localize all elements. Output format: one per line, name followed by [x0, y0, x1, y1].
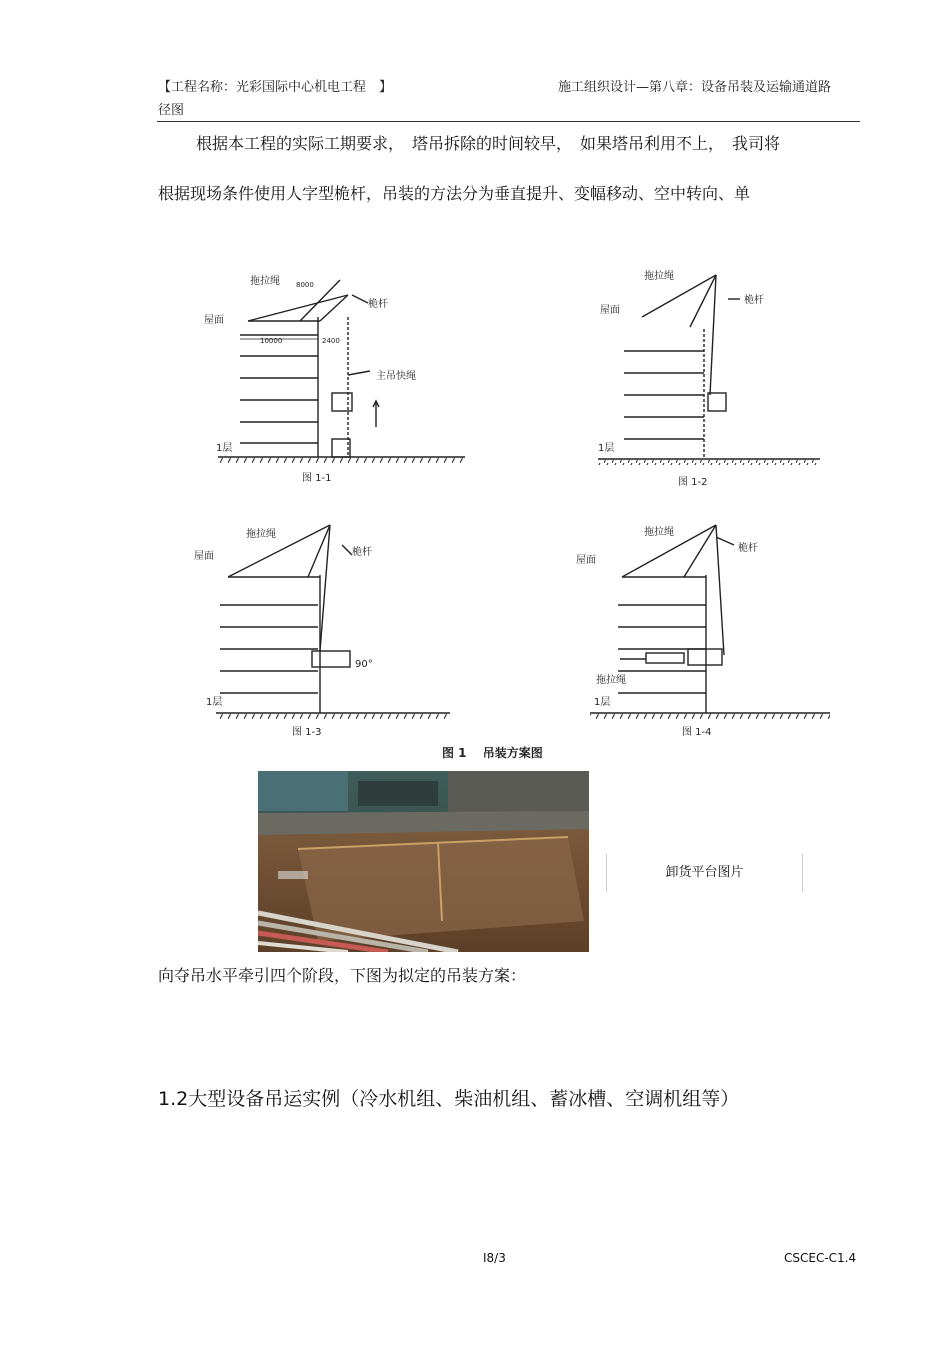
- label-guy-rope-4: 拖拉绳: [644, 527, 674, 538]
- diagram-1-4: [590, 525, 830, 719]
- header-chapter-title: 施工组织设计—第八章：设备吊装及运输通道路: [558, 80, 832, 95]
- section-heading-1-2: 1.2大型设备吊运实例（冷水机组、柴油机组、蓄冰槽、空调机组等）: [158, 1088, 740, 1110]
- label-dim-2400: 2400: [322, 337, 340, 345]
- header-continuation: 径图: [158, 103, 185, 118]
- label-roof-2: 屋面: [600, 305, 620, 316]
- label-floor-2: 1层: [598, 443, 615, 454]
- header-rule: [157, 121, 860, 122]
- label-mast-1: 桅杆: [368, 299, 388, 310]
- label-guy-rope-2: 拖拉绳: [644, 271, 674, 282]
- label-floor-1: 1层: [216, 443, 233, 454]
- caption-1-3: 图 1-3: [292, 727, 322, 738]
- document-code: CSCEC-C1.4: [784, 1251, 857, 1265]
- caption-1-2: 图 1-2: [678, 477, 708, 488]
- lifting-plan-figure: [180, 255, 850, 765]
- header-project-name: 【工程名称：光彩国际中心机电工程 】: [158, 80, 393, 95]
- figure-caption: 图 1 吊装方案图: [442, 746, 543, 760]
- label-floor-4: 1层: [594, 697, 611, 708]
- diagram-1-1: [218, 280, 465, 463]
- paragraph-line-3: 向夺吊水平牵引四个阶段，下图为拟定的吊装方案：: [158, 966, 527, 985]
- label-mast-2: 桅杆: [744, 295, 764, 306]
- label-dim-10000: 10000: [260, 337, 283, 345]
- label-main-rope: 主吊快绳: [376, 371, 416, 382]
- unloading-platform-photo: [258, 771, 589, 952]
- page-number: I8/3: [483, 1251, 506, 1265]
- paragraph-line-2: 根据现场条件使用人字型桅杆，吊装的方法分为垂直提升、变幅移动、空中转向、单: [158, 184, 751, 203]
- paragraph-line-1: 根据本工程的实际工期要求， 塔吊拆除的时间较早， 如果塔吊利用不上， 我司将: [196, 134, 781, 153]
- label-floor-3: 1层: [206, 697, 223, 708]
- caption-1-4: 图 1-4: [682, 727, 712, 738]
- label-mast-3: 桅杆: [352, 547, 372, 558]
- label-roof-4: 屋面: [576, 555, 596, 566]
- photo-caption: 卸货平台图片: [606, 854, 803, 892]
- label-guy-rope-1: 拖拉绳: [250, 276, 280, 287]
- label-dim-8000: 8000: [296, 281, 314, 289]
- diagram-1-3: [216, 525, 450, 719]
- label-angle-90: 90°: [355, 659, 373, 670]
- label-guy-rope-3: 拖拉绳: [246, 529, 276, 540]
- label-guy-rope-4b: 拖拉绳: [596, 675, 626, 686]
- label-mast-4: 桅杆: [738, 543, 758, 554]
- label-roof-1: 屋面: [204, 315, 224, 326]
- caption-1-1: 图 1-1: [302, 473, 332, 484]
- label-roof-3: 屋面: [194, 551, 214, 562]
- diagram-1-2: [598, 275, 820, 465]
